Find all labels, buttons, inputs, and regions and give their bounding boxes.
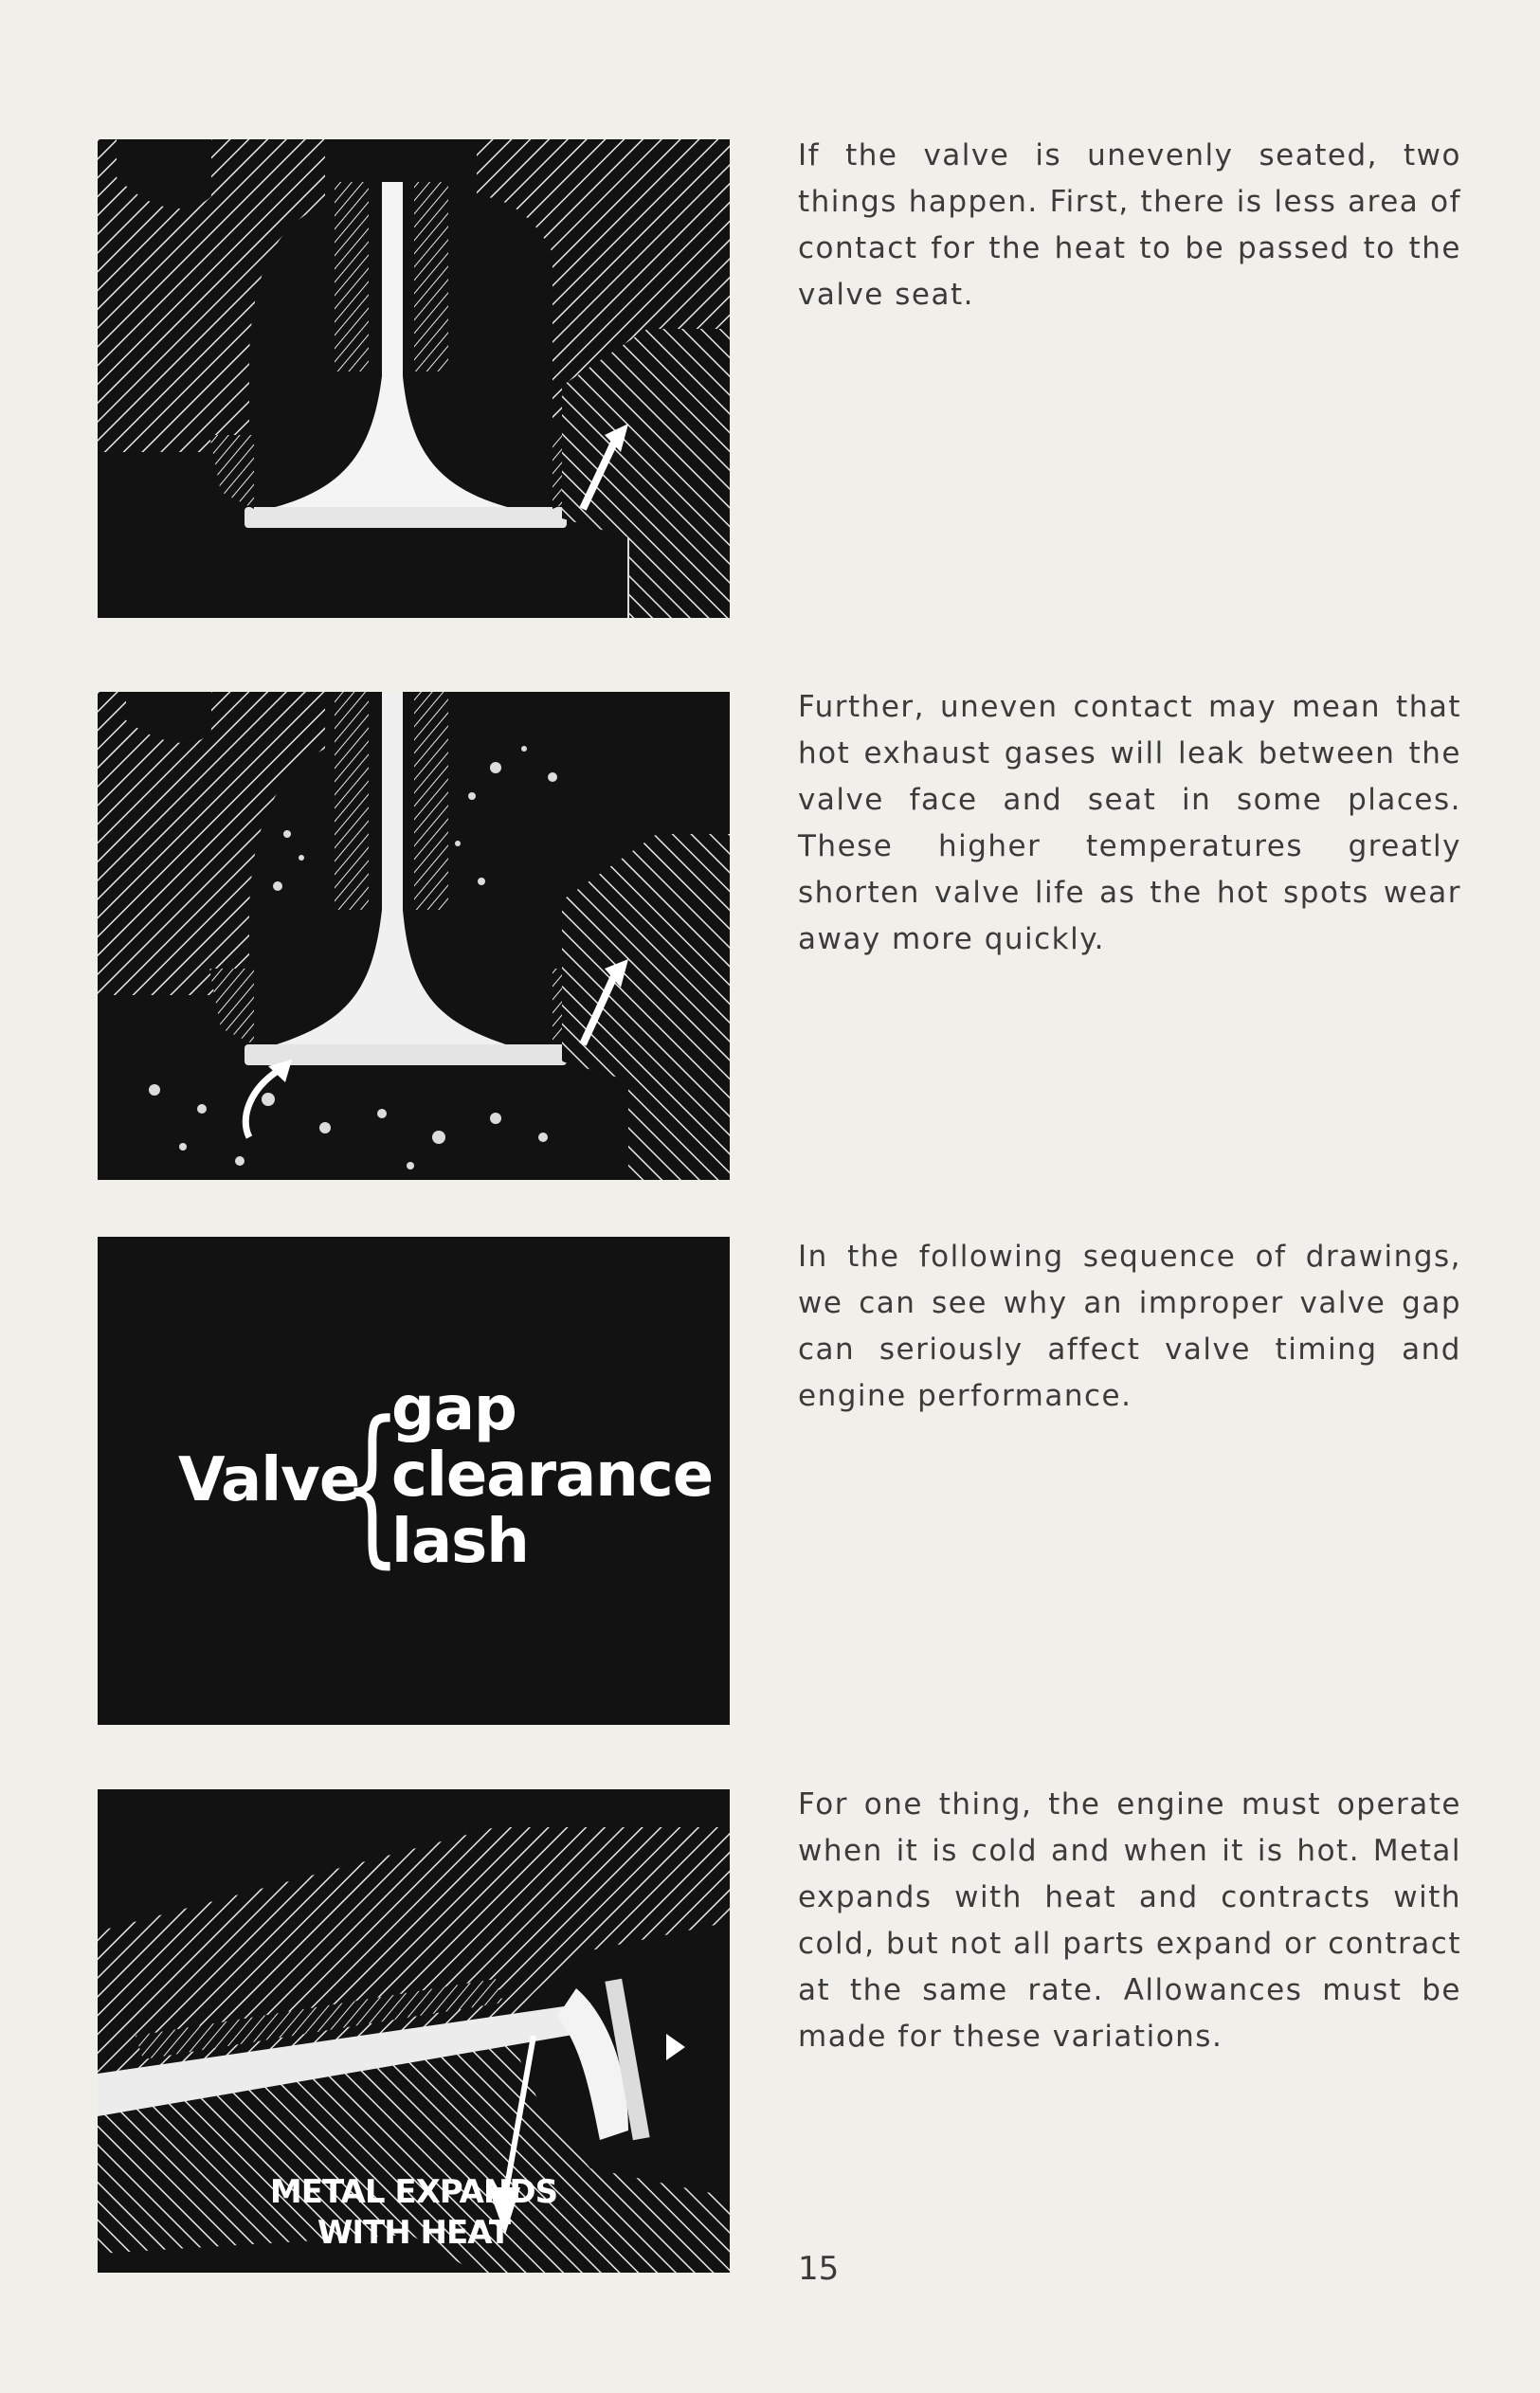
valve-seat-illustration <box>98 139 730 618</box>
valve-terms-panel <box>98 1237 730 1725</box>
caption-with-heat: WITH HEAT <box>317 2214 511 2252</box>
valve-seat-drawing <box>98 139 730 618</box>
caption-metal-expands: METAL EXPANDS <box>269 2173 558 2211</box>
heat-expansion-illustration <box>98 1789 730 2273</box>
term-lash: lash <box>391 1507 529 1577</box>
paragraph-gas-leak: Further, uneven contact may mean that hot exhaust gases will leak between the valve face and seat in some places. These higher temperatures greatly shorten valve life as the hot spots wear away more quickly. <box>798 690 1461 956</box>
paragraph-expansion: For one thing, the engine must operate when it is cold and when it is hot. Metal expands with heat and contracts with cold, but not all parts expand or contract at the same rate. Allowances must be made for these variations. <box>798 1787 1461 2054</box>
gas-leak-drawing <box>98 692 730 1180</box>
term-clearance: clearance <box>391 1441 714 1511</box>
valve-word: Valve <box>178 1445 360 1515</box>
page-number: 15 <box>798 2250 840 2288</box>
paragraph-sequence: In the following sequence of drawings, we can see why an improper valve gap can seriously affect valve timing and engine performance. <box>798 1240 1461 1413</box>
term-gap: gap <box>391 1374 516 1444</box>
gas-leak-illustration <box>98 692 730 1180</box>
brace-icon: { <box>342 1386 402 1584</box>
paragraph-uneven-seat: If the valve is unevenly seated, two things happen. First, there is less area of contact for the heat to be passed to the valve seat. <box>798 138 1461 312</box>
